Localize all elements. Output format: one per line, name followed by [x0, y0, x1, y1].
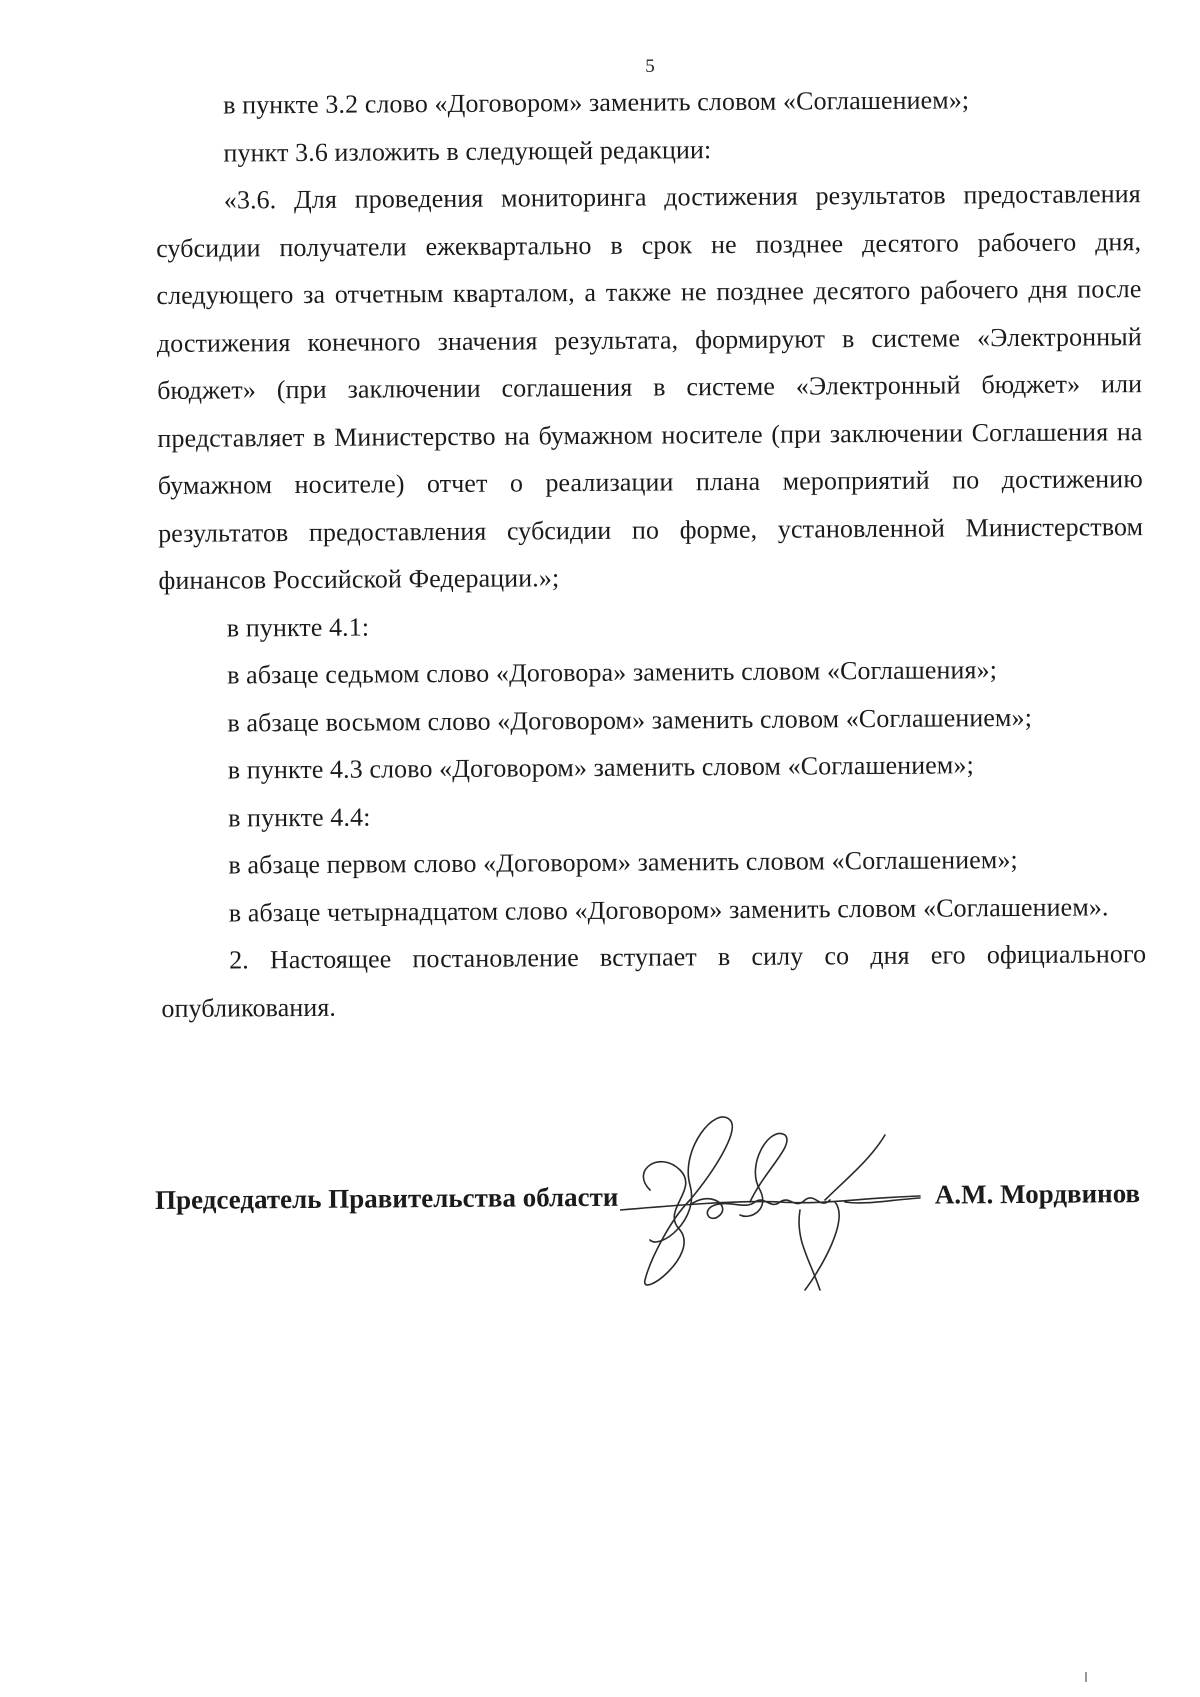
paragraph-4-3-amendment: в пункте 4.3 слово «Договором» заменить словом «Соглашением»;	[227, 750, 974, 785]
signature-stroke-flourish	[805, 1135, 920, 1290]
paragraph-3-2-amendment: в пункте 3.2 слово «Договором» заменить словом «Соглашением»;	[223, 85, 970, 120]
handwritten-signature	[620, 1110, 960, 1310]
signature-stroke-second-loop	[740, 1133, 787, 1216]
signature-stroke-tail	[799, 1210, 820, 1290]
paragraph-4-1-abzac-8: в абзаце восьмом слово «Договором» заменить словом «Соглашением»;	[227, 702, 1033, 738]
signature-stroke-main-loop	[643, 1117, 732, 1285]
signatory-title: Председатель Правительства области	[155, 1181, 619, 1215]
scan-mark	[1085, 1672, 1087, 1682]
paragraph-effective-date: 2. Настоящее постановление вступает в силу со дня его официального опубликования.	[161, 939, 1147, 1023]
paragraph-4-4-intro: в пункте 4.4:	[228, 802, 371, 833]
signatory-name: А.М. Мордвинов	[934, 1178, 1141, 1210]
paragraph-3-6-intro: пункт 3.6 изложить в следующей редакции:	[223, 134, 712, 168]
paragraph-4-1-intro: в пункте 4.1:	[226, 612, 370, 643]
paragraph-4-4-abzac-1: в абзаце первом слово «Договором» заменить словом «Соглашением»;	[228, 844, 1018, 880]
document-body	[155, 75, 1147, 1032]
paragraph-3-6-new-text: «3.6. Для проведения мониторинга достижения результатов предоставления субсидии получатели ежеквартально в срок не позднее десятого рабочего дня, следующего за отчетным кварталом, а также не позднее десятого рабочего дня после достижения конечного значения результата, формируют в системе «Электронный бюджет» (при заключении соглашения в системе «Электронный бюджет» или представляет в Министерство на бумажном носителе (при заключении Соглашения на бумажном носителе) отчет о реализации плана мероприятий по достижению результатов предоставления субсидии по форме, установленной Министерством финансов Российской Федерации.»;	[156, 179, 1144, 595]
paragraph-4-1-abzac-7: в абзаце седьмом слово «Договора» заменить словом «Соглашения»;	[227, 655, 998, 690]
page-number: 5	[645, 56, 655, 77]
paragraph-4-4-abzac-14: в абзаце четырнадцатом слово «Договором» заменить словом «Соглашением».	[228, 891, 1109, 928]
